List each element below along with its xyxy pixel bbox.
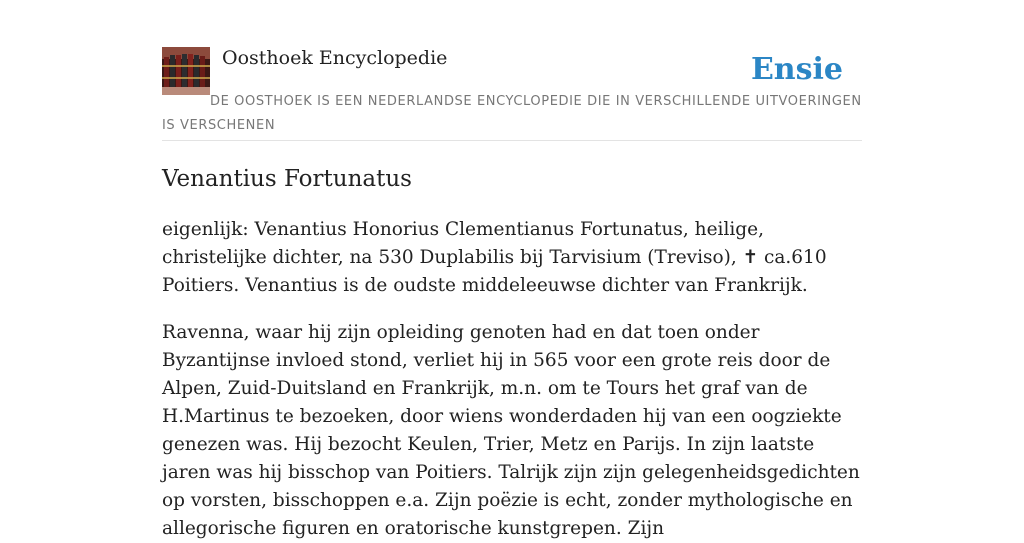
site-header [162, 46, 862, 141]
brand-logo[interactable]: Ensie [750, 52, 843, 87]
encyclopedia-books-icon[interactable] [162, 47, 210, 95]
article-title: Venantius Fortunatus [162, 166, 412, 192]
article-paragraph: Ravenna, waar hij zijn opleiding genoten had en dat toen onder Byzantijnse invloed stond, verliet hij in 565 voor een grote reis door de Alpen, Zuid-Duitsland en Frankrijk, m.n. om te Tours het graf van de H.Martinus te bezoeken, door wiens wonderdaden hij van een oogziekte genezen was. Hij bezocht Keulen, Trier, Metz en Parijs. In zijn laatste jaren was hij bisschop van Poitiers. Talrijk zijn zijn gelegenheidsgedichten op vorsten, bisschoppen e.a. Zijn poëzie is echt, zonder mythologische en allegorische figuren en oratorische kunstgrepen. Zijn [162, 322, 860, 539]
site-name[interactable]: Oosthoek Encyclopedie [222, 47, 448, 69]
site-tagline [162, 90, 862, 138]
avatar-image [162, 47, 210, 95]
article [162, 160, 864, 543]
tagline-text: DE OOSTHOEK IS EEN NEDERLANDSE ENCYCLOPEDIE DIE IN VERSCHILLENDE UITVOERINGEN IS VERSCHENEN [162, 94, 862, 133]
article-paragraph: eigenlijk: Venantius Honorius Clementianus Fortunatus, heilige, christelijke dichter, na 530 Duplabilis bij Tarvisium (Treviso), ✝ ca.610 Poitiers. Venantius is de oudste middeleeuwse dichter van Frankrijk. [162, 219, 827, 296]
